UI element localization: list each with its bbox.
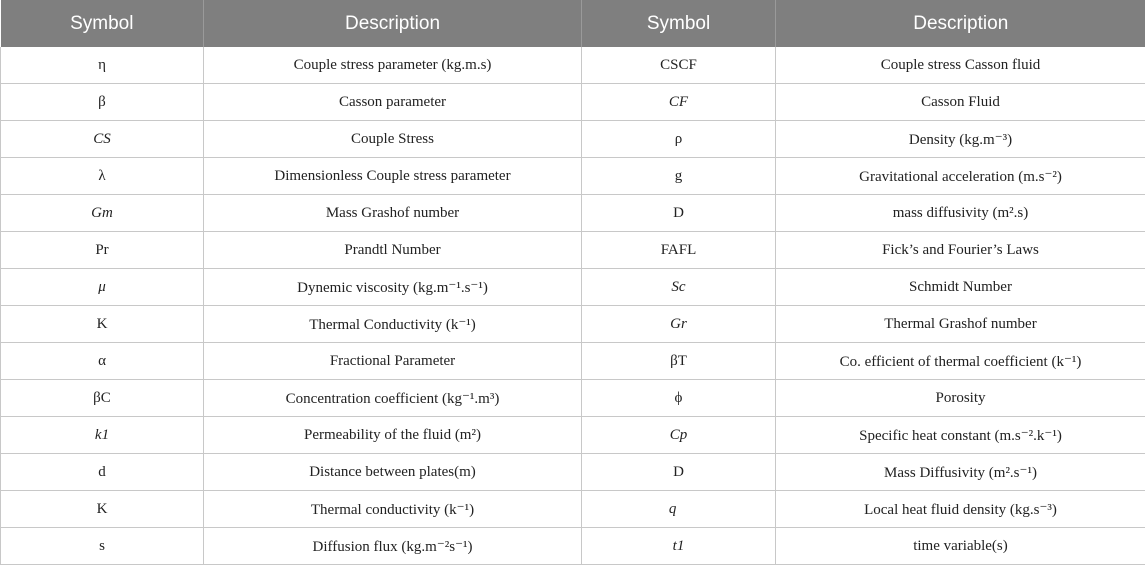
description-cell: Dimensionless Couple stress parameter: [204, 158, 582, 195]
description-cell: Gravitational acceleration (m.s⁻²): [776, 158, 1145, 195]
symbol-cell: ϕ: [582, 380, 776, 417]
table-row: [1, 343, 1145, 380]
table-row: [1, 528, 1145, 565]
symbol-cell: CF: [582, 84, 776, 121]
table-row: [1, 306, 1145, 343]
description-cell: time variable(s): [776, 528, 1145, 565]
table-row: [1, 491, 1145, 528]
description-cell: Distance between plates(m): [204, 454, 582, 491]
symbol-cell: η: [1, 47, 204, 84]
description-cell: Local heat fluid density (kg.s⁻³): [776, 491, 1145, 528]
symbol-cell: Pr: [1, 232, 204, 269]
description-cell: Mass Grashof number: [204, 195, 582, 232]
symbol-cell: q⃗: [582, 491, 776, 528]
description-cell: Schmidt Number: [776, 269, 1145, 306]
description-cell: Fractional Parameter: [204, 343, 582, 380]
header-symbol: Symbol: [582, 0, 776, 47]
table-row: [1, 269, 1145, 306]
description-cell: Permeability of the fluid (m²): [204, 417, 582, 454]
table-row: [1, 158, 1145, 195]
symbol-cell: μ: [1, 269, 204, 306]
symbol-cell: Gm: [1, 195, 204, 232]
symbol-cell: λ: [1, 158, 204, 195]
description-cell: Couple Stress: [204, 121, 582, 158]
description-cell: Couple stress parameter (kg.m.s): [204, 47, 582, 84]
description-cell: Fick’s and Fourier’s Laws: [776, 232, 1145, 269]
symbol-cell: g: [582, 158, 776, 195]
table-row: [1, 232, 1145, 269]
symbol-cell: CS: [1, 121, 204, 158]
description-cell: mass diffusivity (m².s): [776, 195, 1145, 232]
table-row: [1, 454, 1145, 491]
description-cell: Diffusion flux (kg.m⁻²s⁻¹): [204, 528, 582, 565]
description-cell: Density (kg.m⁻³): [776, 121, 1145, 158]
description-cell: Mass Diffusivity (m².s⁻¹): [776, 454, 1145, 491]
description-cell: Thermal Grashof number: [776, 306, 1145, 343]
description-cell: Casson Fluid: [776, 84, 1145, 121]
description-cell: Thermal Conductivity (k⁻¹): [204, 306, 582, 343]
symbol-cell: d: [1, 454, 204, 491]
header-description: Description: [204, 0, 582, 47]
symbol-cell: Cp: [582, 417, 776, 454]
header-row: [1, 0, 1145, 47]
description-cell: Thermal conductivity (k⁻¹): [204, 491, 582, 528]
symbol-cell: s: [1, 528, 204, 565]
symbol-cell: K: [1, 306, 204, 343]
table-row: [1, 417, 1145, 454]
table-row: [1, 47, 1145, 84]
description-cell: Casson parameter: [204, 84, 582, 121]
symbol-cell: D: [582, 454, 776, 491]
symbol-cell: t1: [582, 528, 776, 565]
description-cell: Porosity: [776, 380, 1145, 417]
symbol-cell: k1: [1, 417, 204, 454]
table-row: [1, 121, 1145, 158]
header-symbol: Symbol: [1, 0, 204, 47]
symbol-cell: Gr: [582, 306, 776, 343]
table-row: [1, 195, 1145, 232]
symbol-cell: α: [1, 343, 204, 380]
header-description: Description: [776, 0, 1145, 47]
description-cell: Concentration coefficient (kg⁻¹.m³): [204, 380, 582, 417]
symbol-cell: Sc: [582, 269, 776, 306]
symbol-cell: D: [582, 195, 776, 232]
description-cell: Dynemic viscosity (kg.m⁻¹.s⁻¹): [204, 269, 582, 306]
symbol-cell: CSCF: [582, 47, 776, 84]
symbol-cell: K: [1, 491, 204, 528]
symbol-cell: ρ: [582, 121, 776, 158]
description-cell: Co. efficient of thermal coefficient (k⁻¹): [776, 343, 1145, 380]
description-cell: Specific heat constant (m.s⁻².k⁻¹): [776, 417, 1145, 454]
symbol-cell: FAFL: [582, 232, 776, 269]
symbol-cell: β: [1, 84, 204, 121]
table-row: [1, 380, 1145, 417]
table-row: [1, 84, 1145, 121]
description-cell: Prandtl Number: [204, 232, 582, 269]
symbol-cell: βT: [582, 343, 776, 380]
symbol-cell: βC: [1, 380, 204, 417]
description-cell: Couple stress Casson fluid: [776, 47, 1145, 84]
